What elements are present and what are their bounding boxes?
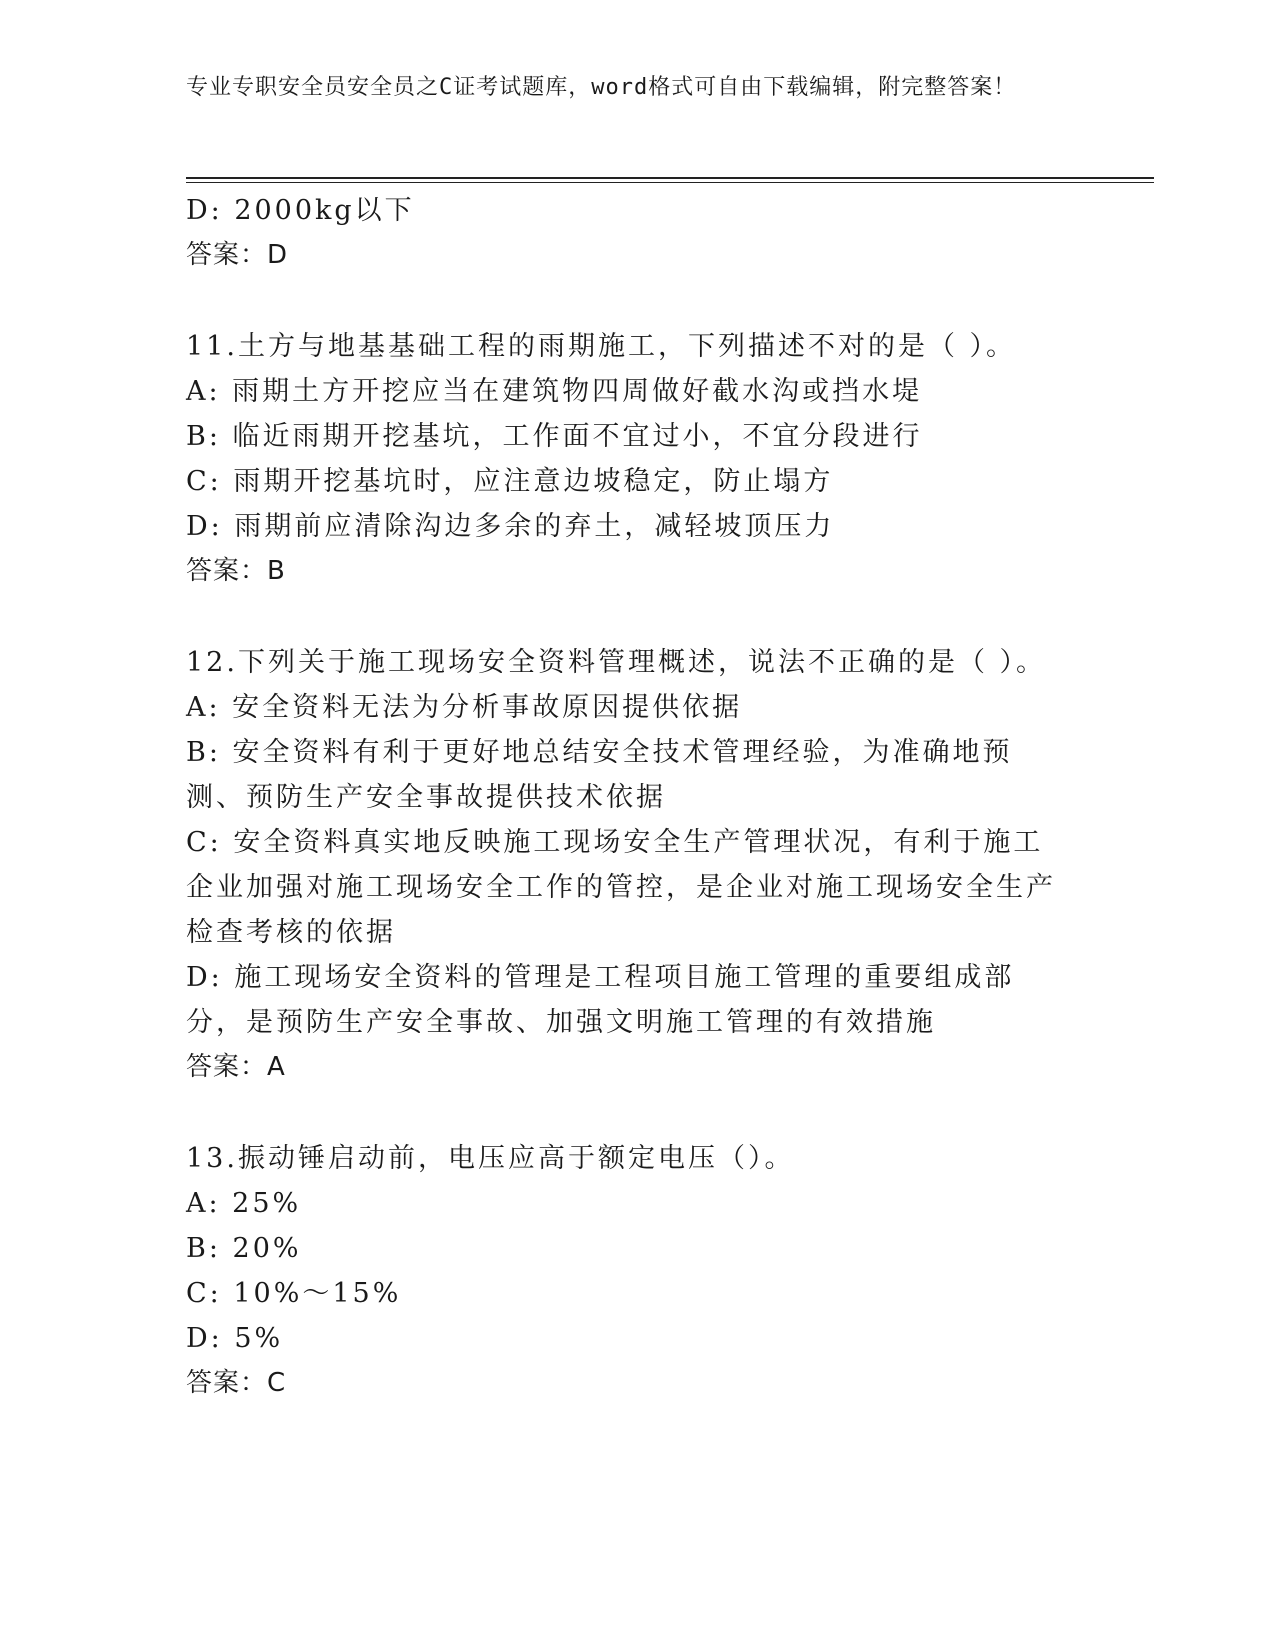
option-c: C: 雨期开挖基坑时，应注意边坡稳定，防止塌方 bbox=[186, 466, 834, 497]
answer-line: 答案：C bbox=[186, 1368, 287, 1398]
option-d: D: 雨期前应清除沟边多余的弃土，减轻坡顶压力 bbox=[186, 511, 835, 542]
option-b: B: 临近雨期开挖基坑，工作面不宜过小，不宜分段进行 bbox=[186, 421, 923, 452]
option-b: B: 安全资料有利于更好地总结安全技术管理经验，为准确地预测、预防生产安全事故提供技术依据 bbox=[186, 737, 1013, 813]
question-block bbox=[186, 640, 1086, 1090]
question-block bbox=[186, 324, 1086, 594]
answer-line: 答案：B bbox=[186, 556, 286, 586]
spacer bbox=[186, 1090, 1086, 1136]
question-stem: 13.振动锤启动前，电压应高于额定电压（）。 bbox=[186, 1143, 795, 1174]
option-a: A: 雨期土方开挖应当在建筑物四周做好截水沟或挡水堤 bbox=[186, 376, 923, 407]
answer-line: 答案：D bbox=[186, 240, 289, 270]
header-divider-thin bbox=[186, 182, 1154, 183]
option-a: A: 安全资料无法为分析事故原因提供依据 bbox=[186, 692, 743, 723]
question-stem: 12.下列关于施工现场安全资料管理概述，说法不正确的是（ ）。 bbox=[186, 647, 1047, 678]
question-stem: 11.土方与地基基础工程的雨期施工，下列描述不对的是（ ）。 bbox=[186, 331, 1017, 362]
option-c: C: 10%～15% bbox=[186, 1278, 402, 1309]
question-block bbox=[186, 1136, 1086, 1406]
option-d: D: 5% bbox=[186, 1323, 284, 1354]
option-b: B: 20% bbox=[186, 1233, 302, 1264]
page-header-title: 专业专职安全员安全员之C证考试题库，word格式可自由下载编辑，附完整答案！ bbox=[186, 75, 1017, 100]
question-content bbox=[186, 188, 1086, 1406]
answer-line: 答案：A bbox=[186, 1052, 286, 1082]
header-divider-thick bbox=[186, 177, 1154, 179]
spacer bbox=[186, 594, 1086, 640]
option-d: D: 2000kg以下 bbox=[186, 195, 415, 226]
option-a: A: 25% bbox=[186, 1188, 302, 1219]
option-c: C: 安全资料真实地反映施工现场安全生产管理状况，有利于施工企业加强对施工现场安全工作的管控，是企业对施工现场安全生产检查考核的依据 bbox=[186, 827, 1056, 948]
option-d: D: 施工现场安全资料的管理是工程项目施工管理的重要组成部分，是预防生产安全事故、加强文明施工管理的有效措施 bbox=[186, 962, 1015, 1038]
spacer bbox=[186, 278, 1086, 324]
